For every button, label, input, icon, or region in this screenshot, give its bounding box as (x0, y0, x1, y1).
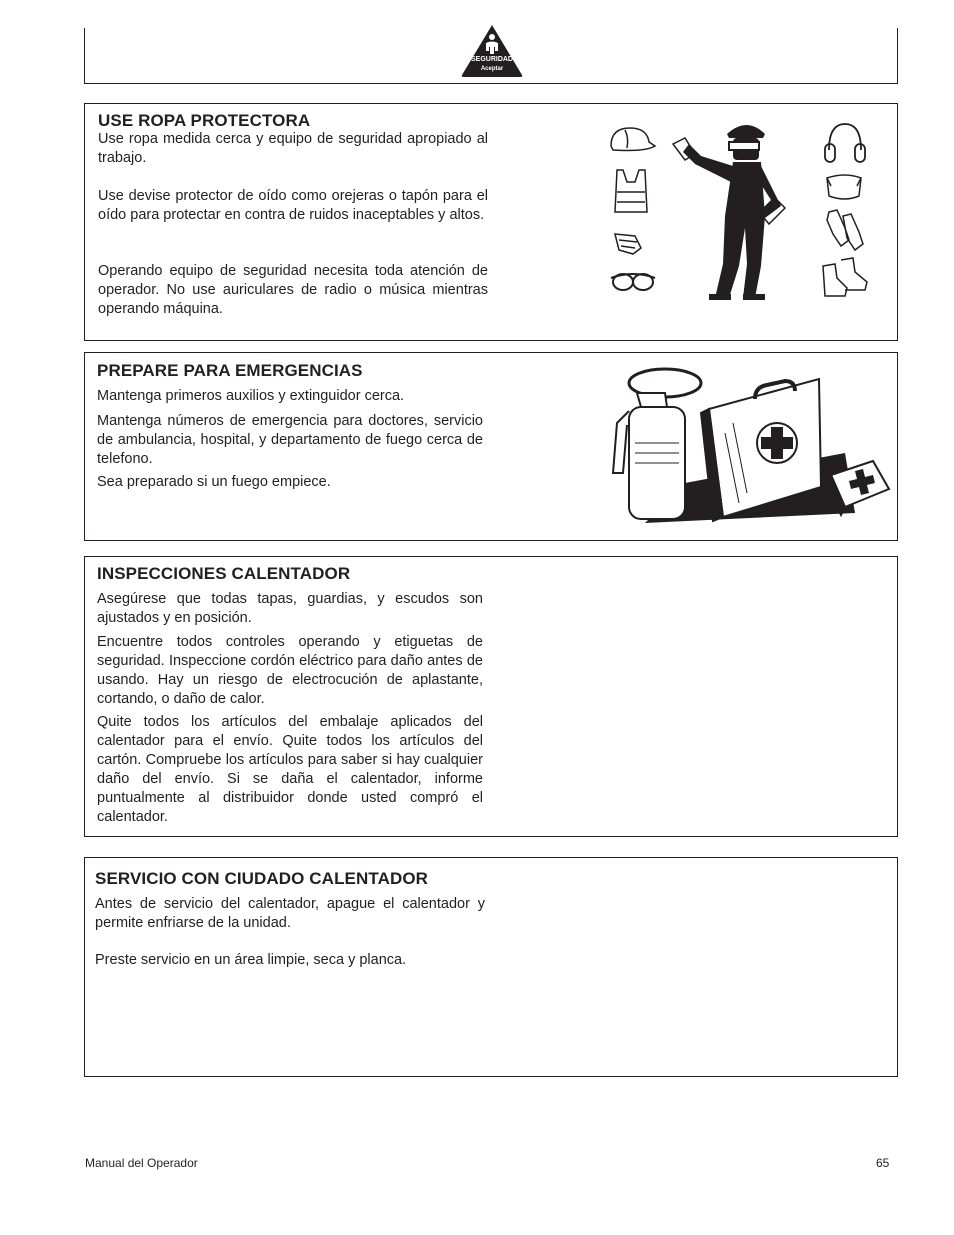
section-emergencies (84, 352, 898, 541)
gloves-icon (827, 210, 863, 250)
worker-figure-icon (673, 125, 785, 300)
safety-vest-icon (615, 170, 647, 212)
safety-triangle-icon (460, 23, 524, 79)
section-paragraph: Antes de servicio del calentador, apague el calentador y permite enfriarse de la unidad. (95, 896, 485, 931)
page-number: 65 (876, 1156, 890, 1170)
emergency-illustration (605, 363, 895, 527)
section-paragraph: Use devise protector de oído como orejeras o tapón para el oído para protectar en contra de ruidos inaceptables y altos. (98, 188, 488, 223)
badge-line1: SEGURIDAD (470, 56, 514, 63)
section-title: INSPECCIONES CALENTADOR (97, 564, 351, 583)
section-paragraph: Preste servicio en un área limpie, seca y planca. (95, 952, 407, 968)
section-heater-service (84, 857, 898, 1077)
section-heater-inspections (84, 556, 898, 837)
section-paragraph: Operando equipo de seguridad necesita toda atención de operador. No use auriculares de radio o música mientras operando máquina. (98, 263, 488, 317)
section-protective-clothing (84, 103, 898, 341)
section-paragraph: Asegúrese que todas tapas, guardias, y escudos son ajustados y en posición. (97, 591, 483, 626)
section-paragraph: Use ropa medida cerca y equipo de seguridad apropiado al trabajo. (98, 131, 488, 166)
dust-mask-icon (615, 234, 641, 254)
badge-line2: Aceptar (480, 66, 504, 72)
safety-boots-icon (823, 258, 867, 296)
section-paragraph: Mantenga primeros auxilios y extinguidor cerca. (97, 388, 405, 404)
section-paragraph: Quite todos los artículos del embalaje aplicados del calentador para el envío. Quite todos los artículos del cartón. Compruebe los artículos para saber si hay cualquier daño del envío. Si se daña el calentador, informe puntualmente al distribuidor donde usted compró el calentador. (97, 714, 483, 825)
hard-hat-icon (611, 128, 655, 151)
protective-gear-illustration (605, 116, 885, 302)
section-title: SERVICIO CON CIUDADO CALENTADOR (95, 869, 429, 888)
goggles-icon (611, 274, 655, 290)
safety-alert-badge (460, 23, 524, 79)
face-shield-icon (827, 175, 861, 199)
ear-muffs-icon (825, 124, 865, 162)
section-paragraph: Sea preparado si un fuego empiece. (97, 474, 331, 490)
section-paragraph: Mantenga números de emergencia para doctores, servicio de ambulancia, hospital, y departamento de fuego cerca de telefono. (97, 413, 483, 467)
section-title: USE ROPA PROTECTORA (98, 111, 311, 130)
section-paragraph: Encuentre todos controles operando y etiguetas de seguridad. Inspeccione cordón eléctrico para daño antes de usando. Hay un riesgo de electrocución de aplastante, cortando, o daño de calor. (97, 634, 483, 707)
section-title: PREPARE PARA EMERGENCIAS (97, 361, 363, 380)
footer-manual-title: Manual del Operador (85, 1156, 198, 1170)
